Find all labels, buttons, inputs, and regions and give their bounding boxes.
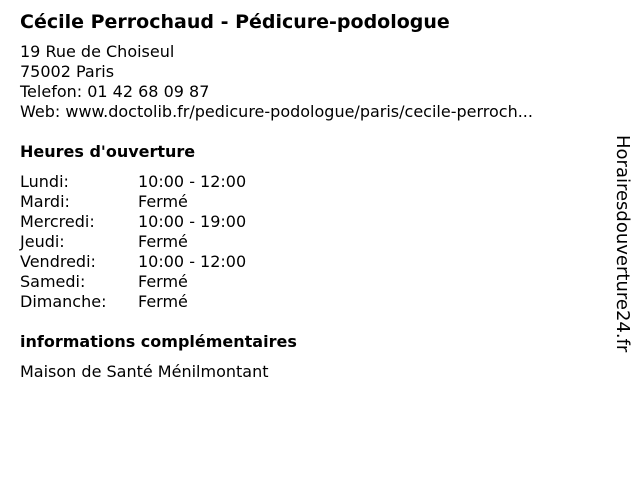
hours-row-sunday xyxy=(20,292,600,312)
address-street: 19 Rue de Choiseul xyxy=(20,42,175,61)
day-label: Lundi: xyxy=(20,172,69,191)
day-label: Mercredi: xyxy=(20,212,95,231)
hours-value: 10:00 - 12:00 xyxy=(138,252,247,271)
site-watermark: Horairesdouverture24.fr xyxy=(612,135,633,353)
hours-row-friday xyxy=(20,252,600,272)
day-label: Samedi: xyxy=(20,272,86,291)
hours-value: 10:00 - 19:00 xyxy=(138,212,247,231)
additional-info-heading: informations complémentaires xyxy=(20,332,297,351)
hours-value: Fermé xyxy=(138,292,188,311)
opening-hours-table xyxy=(20,172,600,312)
hours-value: Fermé xyxy=(138,232,188,251)
hours-value: 10:00 - 12:00 xyxy=(138,172,247,191)
hours-row-wednesday xyxy=(20,212,600,232)
hours-row-saturday xyxy=(20,272,600,292)
day-label: Dimanche: xyxy=(20,292,107,311)
business-title: Cécile Perrochaud - Pédicure-podologue xyxy=(20,11,450,33)
hours-value: Fermé xyxy=(138,192,188,211)
day-label: Vendredi: xyxy=(20,252,96,271)
hours-value: Fermé xyxy=(138,272,188,291)
phone-number: Telefon: 01 42 68 09 87 xyxy=(20,82,210,101)
business-card xyxy=(20,10,600,382)
hours-row-monday xyxy=(20,172,600,192)
website-link[interactable]: Web: www.doctolib.fr/pedicure-podologue/paris/cecile-perroch... xyxy=(20,102,533,121)
hours-row-thursday xyxy=(20,232,600,252)
hours-row-tuesday xyxy=(20,192,600,212)
additional-info-text: Maison de Santé Ménilmontant xyxy=(20,362,269,381)
day-label: Jeudi: xyxy=(20,232,65,251)
address-city: 75002 Paris xyxy=(20,62,115,81)
opening-hours-heading: Heures d'ouverture xyxy=(20,142,196,161)
day-label: Mardi: xyxy=(20,192,70,211)
